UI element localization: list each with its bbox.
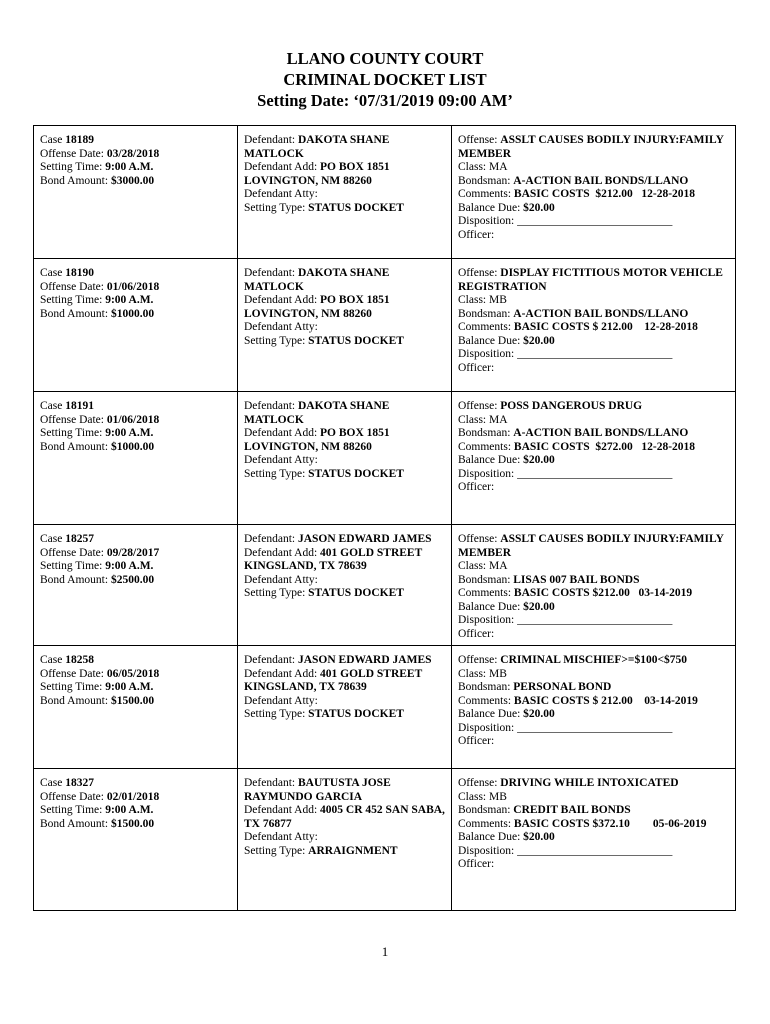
disposition [458, 614, 730, 628]
case-row [34, 392, 736, 525]
comments-value: BASIC COSTS $ 212.00 03-14-2019 [513, 694, 698, 707]
offense-name-label: Offense: [458, 400, 498, 412]
offense-class-label: Class: [458, 161, 487, 173]
bond-amount-label: Bond Amount: [40, 694, 109, 707]
comments-label: Comments: [458, 694, 512, 707]
defendant-address-label: Defendant Add: [244, 546, 318, 559]
bondsman [458, 308, 730, 322]
setting-type-label: Setting Type: [244, 467, 306, 480]
offense-class [458, 791, 730, 805]
bond-amount [40, 441, 232, 455]
offense-cell [452, 126, 736, 259]
defendant-attorney [244, 574, 446, 588]
setting-type-label: Setting Type: [244, 201, 306, 214]
offense-date-label: Offense Date: [40, 790, 104, 803]
case-row [34, 646, 736, 769]
offense-class [458, 294, 730, 308]
bondsman-value: LISAS 007 BAIL BONDS [513, 573, 640, 586]
case-number-value: 18189 [65, 134, 94, 146]
offense-class-value: MA [489, 560, 508, 572]
comments [458, 818, 730, 832]
offense-class-value: MB [489, 790, 507, 803]
defendant-attorney [244, 831, 446, 845]
offense-date-label: Offense Date: [40, 413, 104, 426]
offense-date-label: Offense Date: [40, 280, 104, 293]
officer-label: Officer: [458, 858, 495, 870]
offense-name [458, 654, 730, 668]
disposition [458, 468, 730, 482]
defendant-address [244, 161, 446, 188]
offense-name-label: Offense: [458, 654, 498, 666]
setting-time-value: 9:00 A.M. [105, 681, 154, 693]
case-number-label: Case [40, 777, 63, 789]
case-info-cell [34, 525, 238, 646]
bondsman-value: PERSONAL BOND [513, 681, 612, 693]
case-number [40, 533, 232, 547]
offense-class-label: Class: [458, 790, 487, 803]
defendant-name [244, 134, 446, 161]
disposition [458, 215, 730, 229]
offense-class-value: MA [489, 413, 508, 426]
offense-date-label: Offense Date: [40, 546, 104, 559]
officer [458, 229, 730, 243]
case-info-cell [34, 646, 238, 769]
bondsman [458, 804, 730, 818]
page-number: 1 [381, 944, 389, 959]
bondsman [458, 427, 730, 441]
balance-due-value: $20.00 [523, 334, 555, 347]
case-number-value: 18327 [65, 777, 94, 789]
case-info-cell [34, 392, 238, 525]
offense-cell [452, 392, 736, 525]
balance-due-value: $20.00 [523, 600, 555, 613]
defendant-attorney [244, 454, 446, 468]
offense-name [458, 533, 730, 560]
offense-name-label: Offense: [458, 533, 498, 545]
setting-time-value: 9:00 A.M. [105, 427, 154, 439]
offense-name [458, 134, 730, 161]
setting-time-value: 9:00 A.M. [105, 294, 154, 306]
setting-time [40, 294, 232, 308]
officer-label: Officer: [458, 481, 495, 493]
disposition-label: Disposition: [458, 215, 515, 227]
comments-label: Comments: [458, 188, 512, 200]
setting-time-label: Setting Time: [40, 681, 103, 693]
comments-value: BASIC COSTS $ 212.00 12-28-2018 [513, 321, 698, 333]
setting-time [40, 427, 232, 441]
defendant-attorney-label: Defendant Atty: [244, 321, 318, 333]
case-row [34, 259, 736, 392]
defendant-address [244, 294, 446, 321]
offense-date-label: Offense Date: [40, 147, 104, 160]
bondsman [458, 175, 730, 189]
docket-table [33, 125, 736, 911]
offense-date [40, 148, 232, 162]
setting-time [40, 804, 232, 818]
defendant-address [244, 804, 446, 831]
case-number-label: Case [40, 654, 63, 666]
defendant-attorney-label: Defendant Atty: [244, 573, 318, 586]
bond-amount [40, 175, 232, 189]
bondsman-value: A-ACTION BAIL BONDS/LLANO [513, 427, 689, 439]
defendant-name-label: Defendant: [244, 777, 296, 789]
offense-date-value: 09/28/2017 [106, 546, 160, 559]
setting-time-label: Setting Time: [40, 804, 103, 816]
setting-time-label: Setting Time: [40, 560, 103, 572]
offense-name-label: Offense: [458, 134, 498, 146]
case-number [40, 400, 232, 414]
defendant-name-label: Defendant: [244, 267, 296, 279]
offense-date-value: 03/28/2018 [106, 147, 160, 160]
defendant-cell [238, 126, 452, 259]
balance-due-label: Balance Due: [458, 201, 521, 214]
bondsman-label: Bondsman: [458, 174, 511, 187]
offense-name [458, 400, 730, 414]
setting-type-label: Setting Type: [244, 587, 306, 599]
balance-due [458, 831, 730, 845]
defendant-name [244, 533, 446, 547]
setting-type-value: STATUS DOCKET [308, 467, 404, 480]
disposition-label: Disposition: [458, 614, 515, 626]
defendant-name-label: Defendant: [244, 134, 296, 146]
defendant-name-value: DAKOTA SHANE MATLOCK [244, 267, 390, 293]
defendant-cell [238, 392, 452, 525]
offense-class-label: Class: [458, 413, 487, 426]
case-number [40, 134, 232, 148]
setting-time [40, 681, 232, 695]
comments-value: BASIC COSTS $272.00 12-28-2018 [513, 440, 696, 453]
defendant-name-label: Defendant: [244, 654, 296, 666]
offense-class-label: Class: [458, 667, 487, 680]
defendant-address-value: PO BOX 1851 LOVINGTON, NM 88260 [244, 427, 390, 453]
offense-name-value: POSS DANGEROUS DRUG [500, 400, 643, 412]
balance-due-label: Balance Due: [458, 708, 521, 720]
offense-date-label: Offense Date: [40, 667, 104, 680]
defendant-name [244, 654, 446, 668]
comments [458, 321, 730, 335]
offense-name-label: Offense: [458, 777, 498, 789]
bond-amount-value: $1000.00 [110, 440, 155, 453]
bond-amount-value: $2500.00 [110, 573, 155, 586]
bondsman-label: Bondsman: [458, 307, 511, 320]
bond-amount-label: Bond Amount: [40, 573, 109, 586]
defendant-name [244, 267, 446, 294]
case-number-label: Case [40, 400, 63, 412]
defendant-address [244, 427, 446, 454]
setting-type [244, 708, 446, 722]
defendant-name-value: DAKOTA SHANE MATLOCK [244, 134, 390, 160]
offense-name-value: DISPLAY FICTITIOUS MOTOR VEHICLE REGISTRATION [458, 267, 723, 293]
balance-due [458, 202, 730, 216]
officer-label: Officer: [458, 228, 495, 241]
defendant-attorney-label: Defendant Atty: [244, 454, 318, 466]
disposition-label: Disposition: [458, 844, 515, 857]
setting-time-label: Setting Time: [40, 161, 103, 173]
defendant-name-label: Defendant: [244, 533, 296, 545]
setting-time-label: Setting Time: [40, 294, 103, 306]
comments [458, 695, 730, 709]
defendant-cell [238, 259, 452, 392]
court-name: LLANO COUNTY COURT [286, 49, 484, 68]
bond-amount-label: Bond Amount: [40, 307, 109, 320]
bond-amount-value: $1500.00 [110, 694, 155, 707]
defendant-address-value: 401 GOLD STREET KINGSLAND, TX 78639 [244, 667, 423, 693]
comments-label: Comments: [458, 440, 512, 453]
case-number-label: Case [40, 533, 63, 545]
defendant-name-value: JASON EDWARD JAMES [297, 654, 432, 666]
offense-name-value: CRIMINAL MISCHIEF>=$100<$750 [500, 654, 688, 666]
bondsman-label: Bondsman: [458, 427, 511, 439]
officer [458, 858, 730, 872]
defendant-attorney [244, 188, 446, 202]
balance-due [458, 454, 730, 468]
defendant-address-value: PO BOX 1851 LOVINGTON, NM 88260 [244, 294, 390, 320]
defendant-attorney [244, 695, 446, 709]
setting-type-label: Setting Type: [244, 844, 306, 857]
offense-class [458, 414, 730, 428]
defendant-attorney-label: Defendant Atty: [244, 831, 318, 843]
case-number-value: 18258 [65, 654, 94, 666]
list-title: CRIMINAL DOCKET LIST [283, 70, 487, 89]
disposition-value: ___________________________ [517, 721, 673, 734]
case-row [34, 126, 736, 259]
offense-date [40, 791, 232, 805]
offense-name-value: DRIVING WHILE INTOXICATED [500, 777, 679, 789]
offense-class [458, 668, 730, 682]
comments-value: BASIC COSTS $212.00 12-28-2018 [513, 188, 696, 200]
case-number-label: Case [40, 267, 63, 279]
defendant-cell [238, 646, 452, 769]
comments-value: BASIC COSTS $212.00 03-14-2019 [513, 587, 693, 599]
defendant-address-label: Defendant Add: [244, 804, 318, 816]
offense-name-value: ASSLT CAUSES BODILY INJURY:FAMILY MEMBER [458, 533, 724, 559]
balance-due-value: $20.00 [523, 831, 555, 843]
offense-cell [452, 646, 736, 769]
balance-due-label: Balance Due: [458, 600, 521, 613]
balance-due-value: $20.00 [523, 454, 555, 466]
offense-date-value: 01/06/2018 [106, 413, 160, 426]
defendant-cell [238, 769, 452, 911]
setting-type-label: Setting Type: [244, 334, 306, 347]
offense-name [458, 777, 730, 791]
balance-due-label: Balance Due: [458, 334, 521, 347]
disposition [458, 348, 730, 362]
case-number-label: Case [40, 134, 63, 146]
bond-amount-value: $3000.00 [110, 174, 155, 187]
disposition-value: ___________________________ [517, 844, 673, 857]
setting-type-value: STATUS DOCKET [308, 708, 404, 720]
offense-class-value: MB [489, 294, 507, 306]
setting-type [244, 202, 446, 216]
defendant-name-value: BAUTUSTA JOSE RAYMUNDO GARCIA [244, 777, 391, 803]
defendant-address-value: 4005 CR 452 SAN SABA, TX 76877 [244, 804, 445, 830]
bond-amount [40, 308, 232, 322]
comments-label: Comments: [458, 321, 512, 333]
docket-header [0, 48, 770, 111]
bondsman-label: Bondsman: [458, 681, 511, 693]
disposition-value: ___________________________ [517, 614, 673, 626]
officer-label: Officer: [458, 361, 495, 374]
defendant-name-value: JASON EDWARD JAMES [297, 533, 432, 545]
setting-type [244, 468, 446, 482]
defendant-address [244, 668, 446, 695]
offense-name [458, 267, 730, 294]
bondsman [458, 681, 730, 695]
defendant-attorney-label: Defendant Atty: [244, 188, 318, 200]
officer [458, 481, 730, 495]
docket-body [34, 126, 736, 911]
setting-type-value: STATUS DOCKET [308, 587, 404, 599]
setting-type [244, 335, 446, 349]
case-info-cell [34, 126, 238, 259]
defendant-name [244, 777, 446, 804]
defendant-address-label: Defendant Add: [244, 427, 318, 439]
offense-date-value: 01/06/2018 [106, 280, 160, 293]
disposition-label: Disposition: [458, 348, 515, 360]
disposition-label: Disposition: [458, 721, 515, 734]
comments [458, 441, 730, 455]
bond-amount-label: Bond Amount: [40, 817, 109, 830]
defendant-attorney [244, 321, 446, 335]
comments [458, 587, 730, 601]
defendant-address [244, 547, 446, 574]
case-row [34, 525, 736, 646]
bondsman-value: CREDIT BAIL BONDS [513, 804, 631, 816]
defendant-address-label: Defendant Add: [244, 667, 318, 680]
bondsman-value: A-ACTION BAIL BONDS/LLANO [513, 307, 689, 320]
defendant-name-label: Defendant: [244, 400, 296, 412]
offense-class-label: Class: [458, 560, 487, 572]
offense-class-value: MA [489, 161, 508, 173]
officer [458, 362, 730, 376]
defendant-address-label: Defendant Add: [244, 161, 318, 173]
balance-due-label: Balance Due: [458, 454, 521, 466]
setting-time-value: 9:00 A.M. [105, 161, 154, 173]
offense-class-value: MB [489, 667, 507, 680]
offense-cell [452, 769, 736, 911]
case-number-value: 18257 [65, 533, 94, 545]
balance-due [458, 708, 730, 722]
defendant-address-value: 401 GOLD STREET KINGSLAND, TX 78639 [244, 546, 423, 572]
setting-time-value: 9:00 A.M. [105, 560, 154, 572]
setting-date: Setting Date: ‘07/31/2019 09:00 AM’ [257, 91, 513, 110]
defendant-attorney-label: Defendant Atty: [244, 694, 318, 707]
balance-due [458, 601, 730, 615]
defendant-cell [238, 525, 452, 646]
officer-label: Officer: [458, 627, 495, 640]
bond-amount [40, 574, 232, 588]
offense-date [40, 547, 232, 561]
bondsman [458, 574, 730, 588]
bond-amount-label: Bond Amount: [40, 440, 109, 453]
setting-time [40, 161, 232, 175]
bond-amount [40, 818, 232, 832]
bond-amount-label: Bond Amount: [40, 174, 109, 187]
setting-type-value: ARRAIGNMENT [308, 844, 398, 857]
defendant-address-value: PO BOX 1851 LOVINGTON, NM 88260 [244, 161, 390, 187]
setting-type-value: STATUS DOCKET [308, 334, 404, 347]
balance-due [458, 335, 730, 349]
case-number [40, 267, 232, 281]
offense-class-label: Class: [458, 294, 487, 306]
offense-date [40, 281, 232, 295]
setting-type-value: STATUS DOCKET [308, 201, 404, 214]
offense-date [40, 414, 232, 428]
officer [458, 735, 730, 749]
defendant-address-label: Defendant Add: [244, 294, 318, 306]
bondsman-value: A-ACTION BAIL BONDS/LLANO [513, 174, 689, 187]
offense-class [458, 560, 730, 574]
balance-due-label: Balance Due: [458, 831, 521, 843]
defendant-name-value: DAKOTA SHANE MATLOCK [244, 400, 390, 426]
offense-cell [452, 525, 736, 646]
bondsman-label: Bondsman: [458, 804, 511, 816]
offense-class [458, 161, 730, 175]
setting-type [244, 845, 446, 859]
defendant-name [244, 400, 446, 427]
bondsman-label: Bondsman: [458, 573, 511, 586]
case-number-value: 18191 [65, 400, 94, 412]
offense-date [40, 668, 232, 682]
disposition [458, 722, 730, 736]
case-number-value: 18190 [65, 267, 94, 279]
setting-time-value: 9:00 A.M. [105, 804, 154, 816]
officer-label: Officer: [458, 735, 495, 747]
bond-amount [40, 695, 232, 709]
comments-label: Comments: [458, 817, 512, 830]
offense-name-label: Offense: [458, 267, 498, 279]
setting-type-label: Setting Type: [244, 708, 306, 720]
setting-time [40, 560, 232, 574]
case-number [40, 777, 232, 791]
disposition-label: Disposition: [458, 467, 515, 480]
offense-name-value: ASSLT CAUSES BODILY INJURY:FAMILY MEMBER [458, 134, 724, 160]
comments-value: BASIC COSTS $372.10 05-06-2019 [513, 817, 707, 830]
bond-amount-value: $1500.00 [110, 817, 155, 830]
case-number [40, 654, 232, 668]
bond-amount-value: $1000.00 [110, 307, 155, 320]
disposition-value: ___________________________ [517, 348, 673, 360]
comments-label: Comments: [458, 587, 512, 599]
case-row [34, 769, 736, 911]
disposition-value: ___________________________ [517, 467, 673, 480]
setting-type [244, 587, 446, 601]
disposition [458, 845, 730, 859]
balance-due-value: $20.00 [523, 708, 555, 720]
setting-time-label: Setting Time: [40, 427, 103, 439]
balance-due-value: $20.00 [523, 201, 555, 214]
disposition-value: ___________________________ [517, 215, 673, 227]
case-info-cell [34, 769, 238, 911]
offense-date-value: 02/01/2018 [106, 790, 160, 803]
case-info-cell [34, 259, 238, 392]
offense-cell [452, 259, 736, 392]
officer [458, 628, 730, 642]
offense-date-value: 06/05/2018 [106, 667, 160, 680]
comments [458, 188, 730, 202]
